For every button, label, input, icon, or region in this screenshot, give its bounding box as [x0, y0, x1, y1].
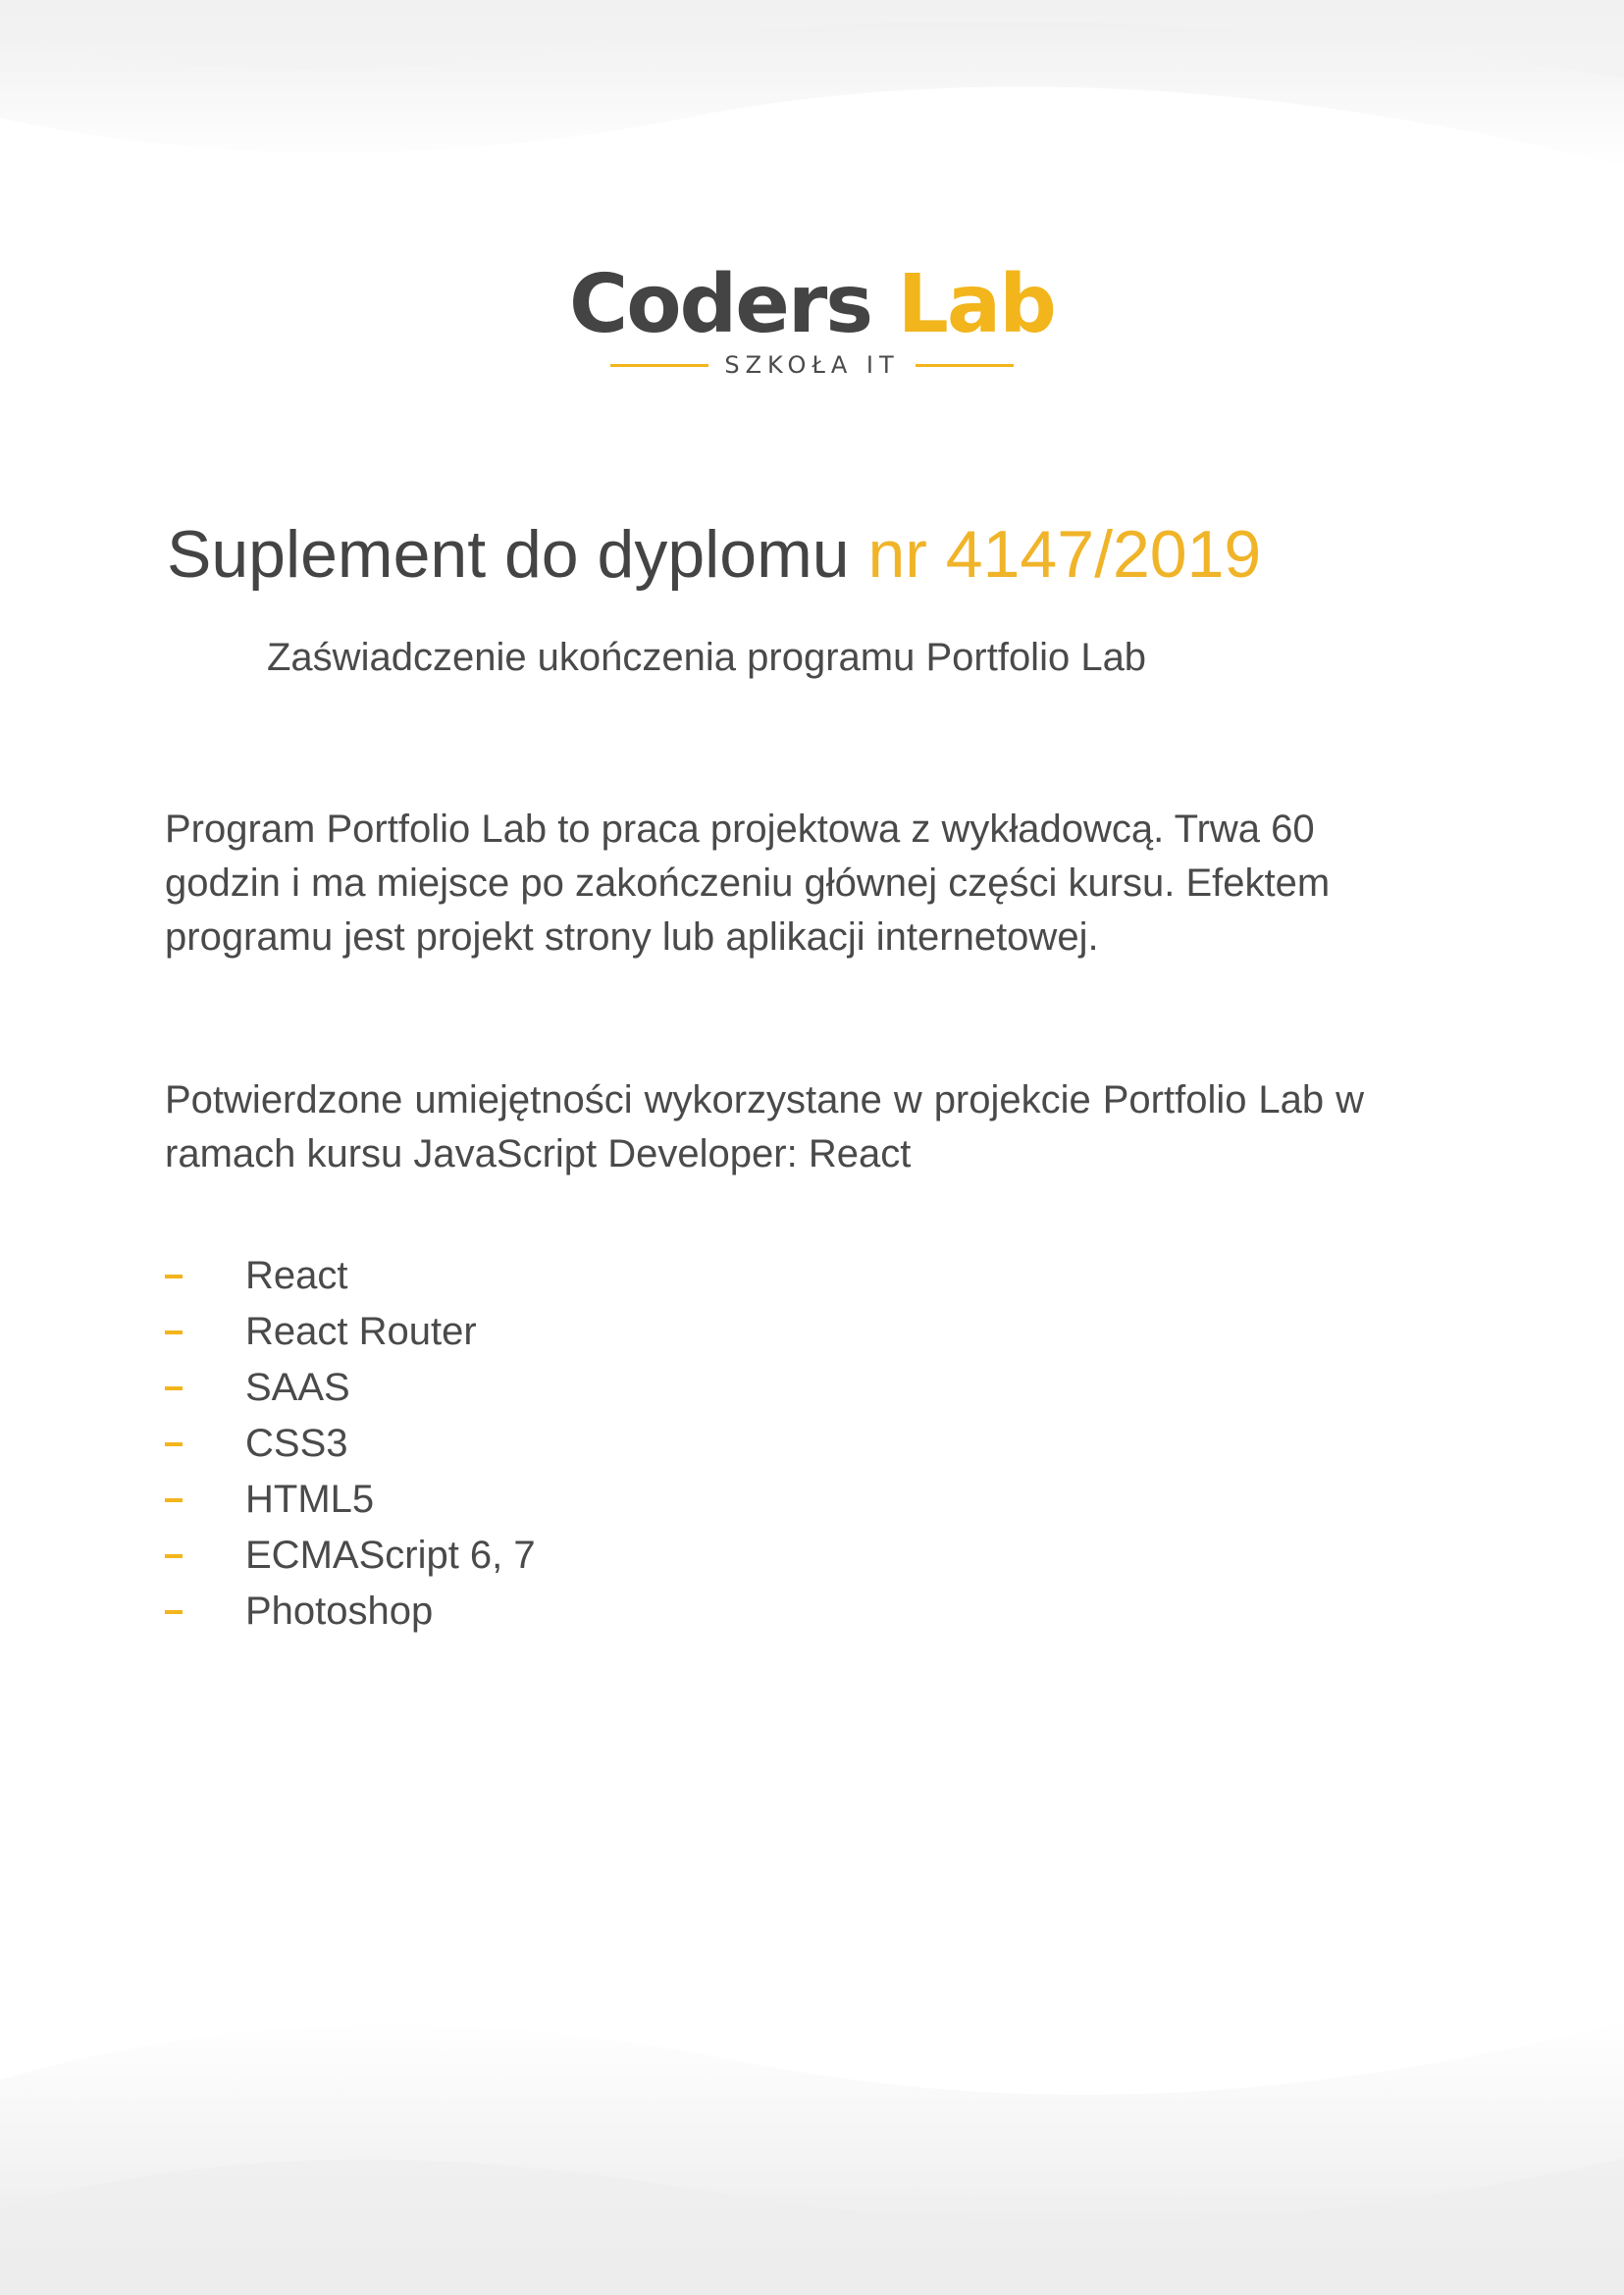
bullet-dash-icon — [165, 1610, 183, 1614]
list-item — [165, 1528, 536, 1584]
bullet-dash-icon — [165, 1442, 183, 1446]
skill-label: HTML5 — [245, 1478, 375, 1521]
logo-tagline: SZKOŁA IT — [724, 351, 900, 379]
logo-tagline-row — [610, 351, 1013, 379]
list-item — [165, 1584, 536, 1640]
skill-label: React Router — [245, 1310, 477, 1353]
list-item — [165, 1360, 536, 1416]
skill-label: React — [245, 1254, 348, 1297]
logo-word-coders: Coders — [569, 258, 898, 351]
list-item — [165, 1416, 536, 1472]
bullet-dash-icon — [165, 1275, 183, 1278]
list-item — [165, 1248, 536, 1304]
skill-label: ECMAScript 6, 7 — [245, 1534, 536, 1577]
list-item — [165, 1472, 536, 1528]
list-item — [165, 1304, 536, 1360]
skills-intro: Potwierdzone umiejętności wykorzystane w projekcie Portfolio Lab w ramach kursu JavaScript Developer: React — [165, 1078, 1364, 1175]
skill-label: Photoshop — [245, 1590, 434, 1633]
document-subtitle: Zaświadczenie ukończenia programu Portfolio Lab — [267, 636, 1147, 679]
logo-wordmark — [0, 258, 1624, 351]
program-description: Program Portfolio Lab to praca projektowa z wykładowcą. Trwa 60 godzin i ma miejsce po zakończeniu głównej części kursu. Efektem programu jest projekt strony lub aplikacji internetowej. — [165, 808, 1331, 959]
coders-lab-logo — [0, 258, 1624, 379]
logo-rule-left — [610, 364, 708, 367]
diploma-number: nr 4147/2019 — [867, 517, 1262, 592]
skill-label: SAAS — [245, 1366, 350, 1409]
bullet-dash-icon — [165, 1330, 183, 1334]
bullet-dash-icon — [165, 1498, 183, 1502]
logo-rule-right — [916, 364, 1014, 367]
skill-label: CSS3 — [245, 1422, 348, 1465]
skills-list — [165, 1248, 536, 1640]
document-title — [167, 518, 1261, 592]
bullet-dash-icon — [165, 1386, 183, 1390]
title-main: Suplement do dyplomu — [167, 517, 868, 592]
logo-word-lab: Lab — [897, 258, 1055, 351]
bullet-dash-icon — [165, 1554, 183, 1558]
